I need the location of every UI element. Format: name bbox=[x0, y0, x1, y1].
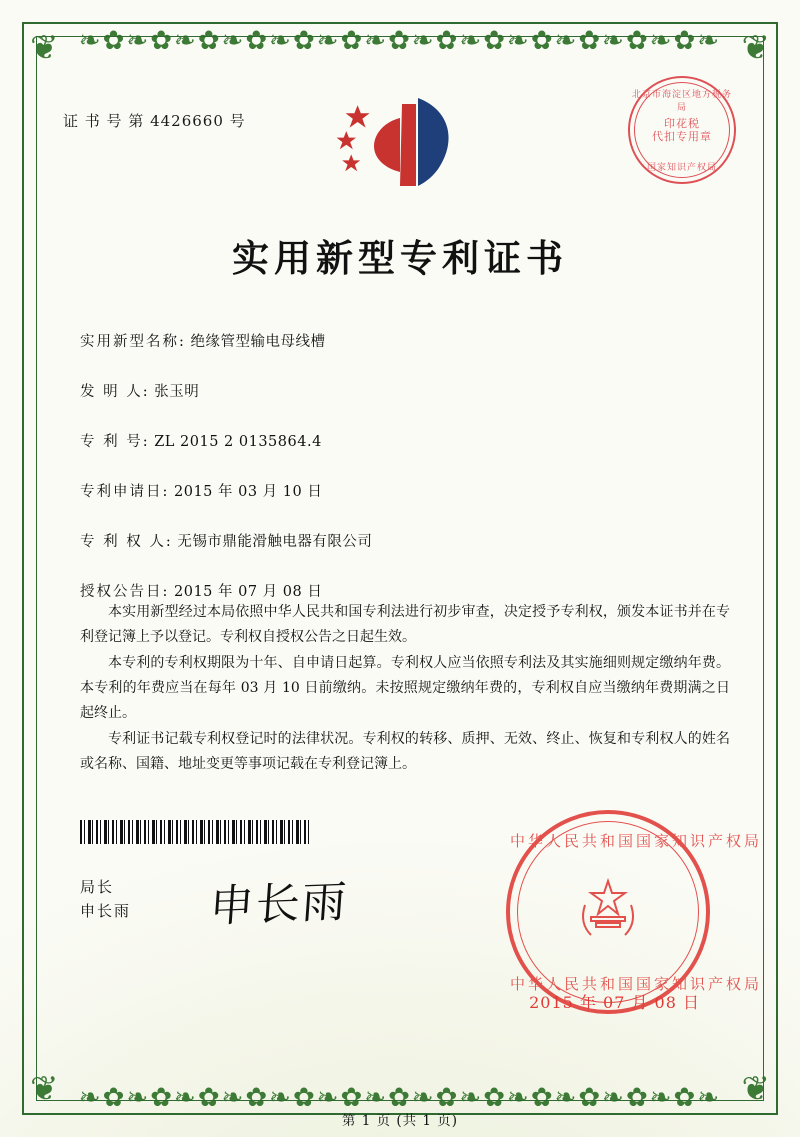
ornament-bottom: ❧✿❧✿❧✿❧✿❧✿❧✿❧✿❧✿❧✿❧✿❧✿❧✿❧✿❧ bbox=[78, 1083, 722, 1113]
field-label: 专 利 权 人: bbox=[80, 534, 173, 550]
field-utility-model-name bbox=[80, 330, 740, 351]
certificate-content bbox=[60, 60, 763, 1077]
tax-stamp-seal bbox=[628, 76, 736, 184]
signature-block bbox=[80, 875, 131, 923]
paragraph-2: 本专利的专利权期限为十年、自申请日起算。专利权人应当依照专利法及其实施细则规定缴纳年费。本专利的年费应当在每年 03 月 10 日前缴纳。未按照规定缴纳年费的，专利权自应当缴纳年费期满之日起终止。 bbox=[80, 655, 730, 721]
director-name: 申长雨 bbox=[80, 902, 132, 920]
ip-office-logo-icon bbox=[330, 88, 470, 193]
tax-stamp-line1: 印花税 bbox=[664, 117, 700, 130]
paragraph-3: 专利证书记载专利权登记时的法律状况。专利权的转移、质押、无效、终止、恢复和专利权人的姓名或名称、国籍、地址变更等事项记载在专利登记簿上。 bbox=[80, 731, 730, 772]
field-value: ZL 2015 2 0135864.4 bbox=[154, 434, 322, 450]
field-list bbox=[80, 330, 740, 630]
certificate-number: 证 书 号 第 4426660 号 bbox=[63, 112, 246, 130]
barcode bbox=[80, 820, 310, 844]
seal-arc-bottom: 中华人民共和国国家知识产权局 bbox=[510, 975, 763, 993]
field-label: 专 利 号: bbox=[80, 434, 150, 450]
field-label: 实用新型名称: bbox=[80, 334, 186, 350]
field-value: 2015 年 07 月 08 日 bbox=[174, 584, 323, 600]
tax-stamp-arc-bottom: 国家知识产权局 bbox=[646, 163, 717, 173]
field-value: 绝缘管型输电母线槽 bbox=[190, 334, 326, 350]
field-patentee bbox=[80, 530, 740, 551]
page-footer: 第 1 页 (共 1 页) bbox=[341, 1113, 459, 1129]
corner-ornament-top-right: ❦ bbox=[741, 28, 770, 68]
field-inventor bbox=[80, 380, 740, 401]
corner-ornament-bottom-right: ❦ bbox=[741, 1069, 770, 1109]
paragraph-1: 本实用新型经过本局依照中华人民共和国专利法进行初步审查，决定授予专利权，颁发本证书并在专利登记簿上予以登记。专利权自授权公告之日起生效。 bbox=[80, 604, 730, 645]
national-office-seal bbox=[506, 810, 763, 1014]
ornament-top: ❧✿❧✿❧✿❧✿❧✿❧✿❧✿❧✿❧✿❧✿❧✿❧✿❧✿❧ bbox=[78, 26, 722, 56]
director-title: 局长 bbox=[80, 878, 115, 896]
field-label: 专利申请日: bbox=[80, 484, 170, 500]
seal-arc-top: 中华人民共和国国家知识产权局 bbox=[510, 832, 763, 850]
seal-date: 2015 年 07 月 08 日 bbox=[529, 993, 700, 1012]
field-label: 授权公告日: bbox=[80, 584, 170, 600]
field-grant-announcement-date bbox=[80, 580, 740, 601]
field-application-date bbox=[80, 480, 740, 501]
tax-stamp-arc-top: 北京市海淀区地方税务局 bbox=[631, 90, 732, 113]
page-title: 实用新型专利证书 bbox=[232, 236, 568, 280]
field-label: 发 明 人: bbox=[80, 384, 150, 400]
handwritten-signature: 申长雨 bbox=[207, 876, 350, 933]
field-patent-number bbox=[80, 430, 740, 451]
corner-ornament-bottom-left: ❦ bbox=[30, 1069, 59, 1109]
legal-text bbox=[80, 600, 730, 778]
field-value: 张玉明 bbox=[154, 384, 200, 400]
tax-stamp-center bbox=[652, 117, 712, 143]
field-value: 无锡市鼎能滑触电器有限公司 bbox=[177, 534, 373, 550]
field-value: 2015 年 03 月 10 日 bbox=[174, 484, 323, 500]
national-emblem-icon bbox=[571, 875, 645, 949]
corner-ornament-top-left: ❦ bbox=[30, 28, 59, 68]
tax-stamp-line2: 代扣专用章 bbox=[652, 130, 712, 143]
